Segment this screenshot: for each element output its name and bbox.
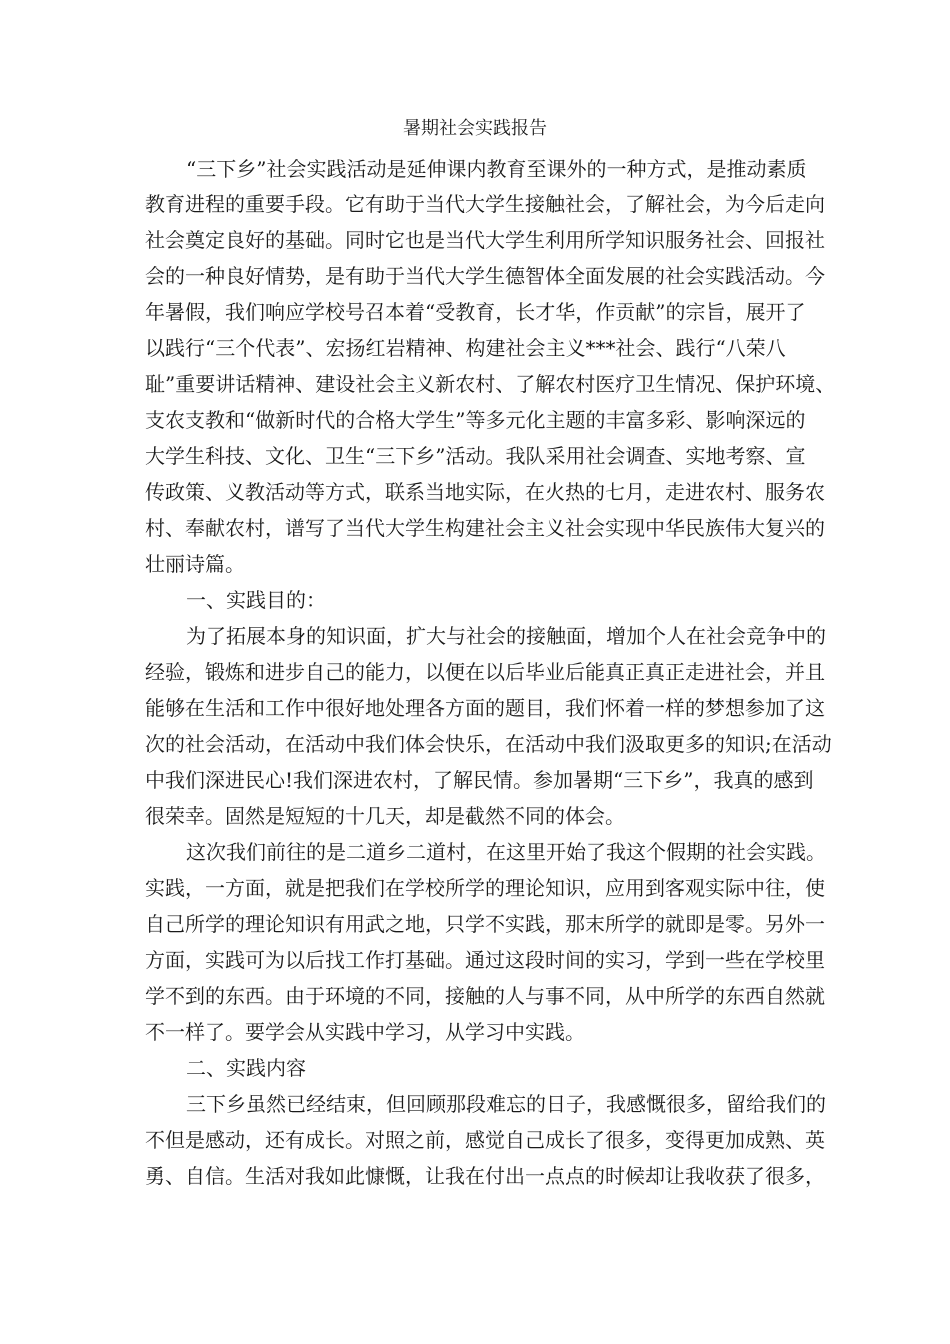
paragraph-line: 能够在生活和工作中很好地处理各方面的题目，我们怀着一样的梦想参加了这	[145, 696, 825, 720]
paragraph-line: 不一样了。要学会从实践中学习，从学习中实践。	[145, 1020, 585, 1044]
paragraph-line: 中我们深进民心!我们深进农村，了解民情。参加暑期“三下乡”，我真的感到	[145, 768, 814, 792]
paragraph-line: 三下乡虽然已经结束，但回顾那段难忘的日子，我感慨很多，留给我们的	[186, 1092, 826, 1116]
paragraph-line: 耻”重要讲话精神、建设社会主义新农村、了解农村医疗卫生情况、保护环境、	[145, 372, 836, 396]
paragraph-line: 这次我们前往的是二道乡二道村，在这里开始了我这个假期的社会实践。	[186, 840, 826, 864]
paragraph-line: 方面，实践可为以后找工作打基础。通过这段时间的实习，学到一些在学校里	[145, 948, 825, 972]
paragraph-line: 经验，锻炼和进步自己的能力，以便在以后毕业后能真正真正走进社会，并且	[145, 660, 825, 684]
paragraph-line: 教育进程的重要手段。它有助于当代大学生接触社会，了解社会，为今后走向	[145, 192, 825, 216]
paragraph-line: 不但是感动，还有成长。对照之前，感觉自己成长了很多，变得更加成熟、英	[145, 1128, 825, 1152]
paragraph-line: 为了拓展本身的知识面，扩大与社会的接触面，增加个人在社会竞争中的	[186, 624, 826, 648]
paragraph-line: 村、奉献农村，谱写了当代大学生构建社会主义社会实现中华民族伟大复兴的	[145, 516, 825, 540]
section-heading: 二、实践内容	[186, 1056, 306, 1080]
section-heading: 一、实践目的：	[186, 588, 326, 612]
paragraph-line: 壮丽诗篇。	[145, 552, 245, 576]
paragraph-line: 以践行“三个代表”、宏扬红岩精神、构建社会主义***社会、践行“八荣八	[145, 336, 786, 360]
paragraph-line: 很荣幸。固然是短短的十几天，却是截然不同的体会。	[145, 804, 625, 828]
paragraph-line: 大学生科技、文化、卫生“三下乡”活动。我队采用社会调查、实地考察、宣	[145, 444, 806, 468]
paragraph-line: 会的一种良好情势，是有助于当代大学生德智体全面发展的社会实践活动。今	[145, 264, 825, 288]
paragraph-line: 社会奠定良好的基础。同时它也是当代大学生利用所学知识服务社会、回报社	[145, 228, 825, 252]
paragraph-line: 支农支教和“做新时代的合格大学生”等多元化主题的丰富多彩、影响深远的	[145, 408, 806, 432]
paragraph-line: 自己所学的理论知识有用武之地，只学不实践，那末所学的就即是零。另外一	[145, 912, 825, 936]
document-title: 暑期社会实践报告	[403, 118, 547, 139]
paragraph-line: “三下乡”社会实践活动是延伸课内教育至课外的一种方式，是推动素质	[186, 157, 807, 181]
paragraph-line: 勇、自信。生活对我如此慷慨，让我在付出一点点的时候却让我收获了很多，	[145, 1164, 825, 1188]
paragraph-line: 次的社会活动，在活动中我们体会快乐，在活动中我们汲取更多的知识;在活动	[145, 732, 832, 756]
paragraph-line: 学不到的东西。由于环境的不同，接触的人与事不同，从中所学的东西自然就	[145, 984, 825, 1008]
paragraph-line: 传政策、义教活动等方式，联系当地实际，在火热的七月，走进农村、服务农	[145, 480, 825, 504]
paragraph-line: 年暑假，我们响应学校号召本着“受教育，长才华，作贡献”的宗旨，展开了	[145, 300, 806, 324]
paragraph-line: 实践，一方面，就是把我们在学校所学的理论知识，应用到客观实际中往，使	[145, 876, 825, 900]
